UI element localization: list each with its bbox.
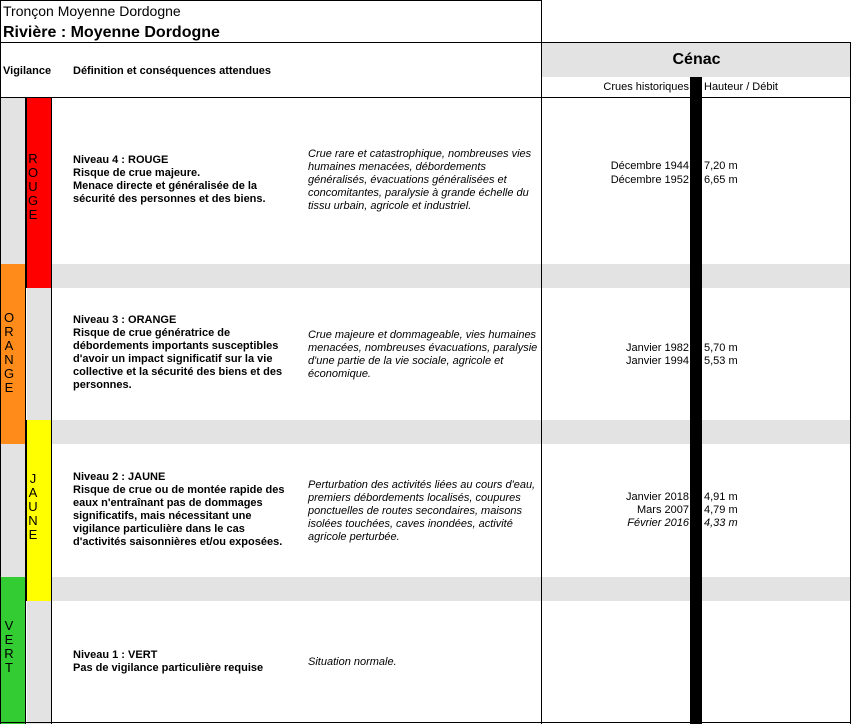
crue-date: Mars 2007: [637, 504, 689, 516]
band-orange-label: [3, 311, 15, 395]
level-4-title: Niveau 4 : ROUGE: [73, 154, 169, 166]
level-3-consequences: Crue majeure et dommageable, vies humaines menacées, nombreuses évacuations, paralysie d'une partie de la vie sociale, agricole et économique.: [308, 329, 538, 380]
crue-value: 4,79 m: [704, 504, 738, 516]
grid-line: [541, 0, 542, 724]
separator-row: [51, 420, 851, 444]
level-2-definition: Risque de crue ou de montée rapide des eaux n'entraînant pas de dommages significatifs, mais nécessitant une vigilance particulière dans le cas d'activités saisonnières et/ou exposées.: [73, 484, 285, 548]
band-letter: E: [4, 632, 14, 647]
crue-date: Janvier 1982: [626, 342, 689, 354]
crue-date: Janvier 1994: [626, 355, 689, 367]
crue-date: Décembre 1952: [610, 174, 689, 186]
grid-line: [0, 0, 1, 724]
level-3-title: Niveau 3 : ORANGE: [73, 314, 177, 326]
grid-line: [25, 97, 26, 724]
level-1-title: Niveau 1 : VERT: [73, 649, 158, 661]
crue-value: 5,70 m: [704, 342, 738, 354]
grid-line: [0, 722, 851, 723]
separator-row: [51, 264, 851, 288]
separator-row: [51, 577, 851, 601]
level-4-definition: Risque de crue majeure. Menace directe et généralisée de la sécurité des personnes et des biens.: [73, 167, 266, 205]
riviere-title: Rivière : Moyenne Dordogne: [3, 24, 220, 41]
band-letter: N: [28, 513, 38, 528]
definition-header: Définition et conséquences attendues: [73, 65, 272, 77]
level-1-consequences: Situation normale.: [308, 656, 397, 668]
band-letter: N: [4, 352, 14, 367]
col2-gray-a: [27, 288, 51, 420]
band-letter: R: [4, 324, 14, 339]
band-letter: A: [28, 485, 38, 500]
band-letter: R: [28, 151, 38, 166]
grid-line: [0, 42, 851, 43]
crue-date: Décembre 1944: [610, 160, 689, 172]
crues-historiques-header: Crues historiques: [603, 81, 689, 93]
band-letter: J: [29, 471, 37, 486]
band-letter: V: [4, 618, 14, 633]
band-letter: E: [28, 527, 38, 542]
grid-line: [51, 97, 52, 724]
level-3-definition: Risque de crue génératrice de débordements importants susceptibles d'avoir un impact significatif sur la vie collective et la sécurité des biens et des personnes.: [73, 327, 283, 391]
station-divider: [690, 77, 702, 724]
band-vert-label: [3, 619, 15, 675]
band-letter: G: [3, 366, 15, 381]
crue-value: 7,20 m: [704, 160, 738, 172]
level-1-definition: Pas de vigilance particulière requise: [73, 662, 264, 674]
band-letter: R: [4, 646, 14, 661]
band-letter: O: [27, 165, 39, 180]
band-letter: G: [27, 193, 39, 208]
troncon-title: Tronçon Moyenne Dordogne: [3, 3, 181, 19]
band-letter: E: [28, 207, 38, 222]
crue-value: 4,91 m: [704, 491, 738, 503]
crue-date: Février 2016: [627, 517, 689, 529]
hauteur-debit-header: Hauteur / Débit: [704, 81, 778, 93]
level-4-consequences: Crue rare et catastrophique, nombreuses vies humaines menacées, débordements généralisés, évacuations généralisées et concomitantes, paralysie à grande échelle du tissu urbain, agricole et industriel.: [308, 148, 532, 212]
band-rouge-label: [27, 152, 39, 222]
grid-line: [0, 0, 542, 1]
band-letter: O: [3, 310, 15, 325]
col2-gray-b: [27, 601, 51, 724]
crue-date: Janvier 2018: [626, 491, 689, 503]
band-letter: T: [5, 660, 13, 675]
left-gray-mid: [0, 444, 25, 577]
crue-value: 6,65 m: [704, 174, 738, 186]
band-jaune-label: [27, 472, 39, 542]
band-letter: U: [28, 179, 38, 194]
level-2-title: Niveau 2 : JAUNE: [73, 471, 166, 483]
band-letter: U: [28, 499, 38, 514]
crue-value: 5,53 m: [704, 355, 738, 367]
band-letter: E: [4, 380, 14, 395]
band-letter: A: [4, 338, 14, 353]
grid-line: [0, 97, 851, 98]
vigilance-header: Vigilance: [3, 65, 52, 77]
level-2-consequences: Perturbation des activités liées au cours d'eau, premiers débordements localisés, coupures ponctuelles de routes secondaires, maisons isolées touchées, caves inondées, activité agricole perturbée.: [308, 479, 536, 543]
left-gray-top: [0, 98, 25, 264]
station-name: Cénac: [672, 51, 721, 68]
crue-value: 4,33 m: [704, 517, 738, 529]
